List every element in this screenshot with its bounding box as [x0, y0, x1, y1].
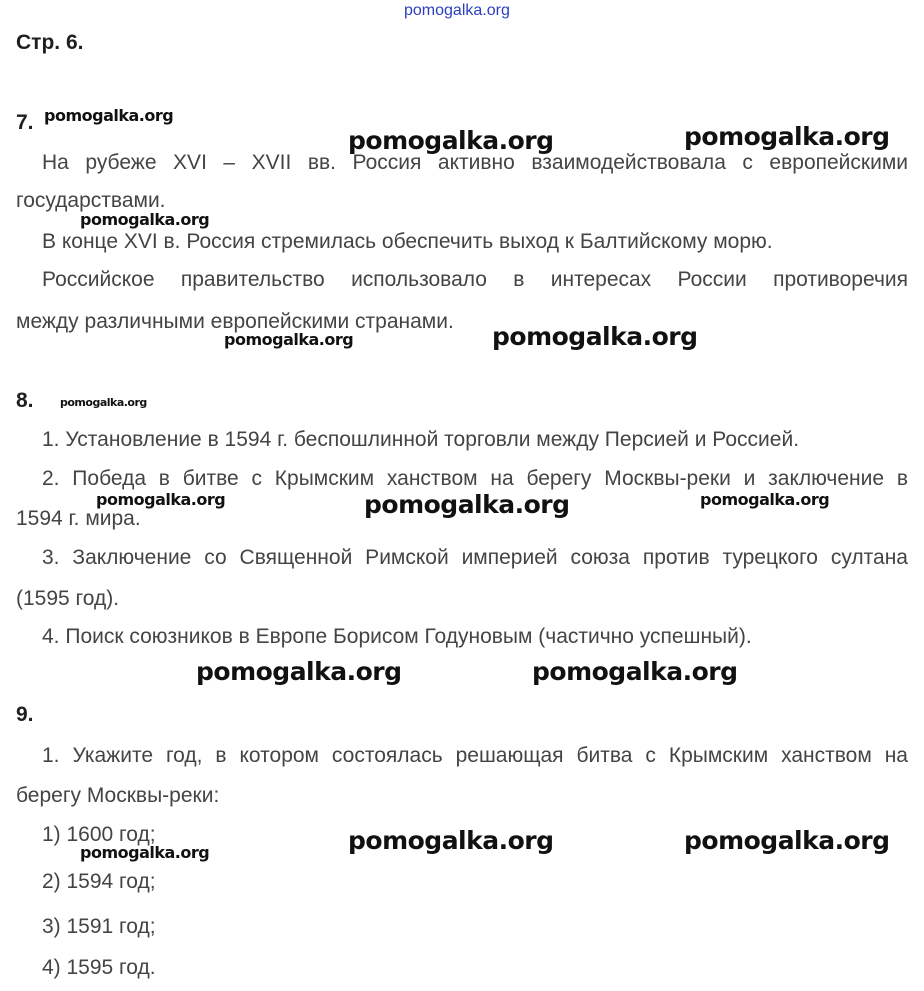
page-title: Стр. 6. — [16, 31, 84, 54]
section-7-line: В конце XVI в. Россия стремилась обеспечить выход к Балтийскому морю. — [42, 230, 773, 253]
watermark: pomogalka.org — [700, 490, 830, 509]
section-7-line: Российское правительство использовало в интересах России противоречия — [42, 268, 908, 291]
watermark: pomogalka.org — [80, 210, 210, 229]
section-8-line: 3. Заключение со Священной Римской империей союза против турецкого султана — [42, 546, 908, 569]
watermark: pomogalka.org — [364, 490, 570, 519]
section-7-line: На рубеже XVI – XVII вв. Россия активно взаимодействовала с европейскими — [42, 151, 908, 174]
watermark: pomogalka.org — [224, 330, 354, 349]
watermark: pomogalka.org — [80, 843, 210, 862]
section-7-number: 7. — [16, 111, 34, 134]
section-9-line: 1. Укажите год, в котором состоялась решающая битва с Крымским ханством на — [42, 744, 908, 767]
watermark: pomogalka.org — [196, 657, 402, 686]
watermark: pomogalka.org — [348, 126, 554, 155]
section-9-line: берегу Москвы-реки: — [16, 784, 220, 807]
section-7-line: между различными европейскими странами. — [16, 310, 454, 333]
watermark: pomogalka.org — [532, 657, 738, 686]
section-9-option: 2) 1594 год; — [42, 870, 156, 893]
section-9-option: 1) 1600 год; — [42, 823, 156, 846]
section-9-option: 4) 1595 год. — [42, 956, 156, 979]
section-9-number: 9. — [16, 703, 34, 726]
section-8-number: 8. — [16, 389, 34, 412]
section-9-option: 3) 1591 год; — [42, 915, 156, 938]
watermark: pomogalka.org — [684, 826, 890, 855]
section-8-line: 2. Победа в битве с Крымским ханством на берегу Москвы-реки и заключение в — [42, 467, 908, 490]
watermark: pomogalka.org — [348, 826, 554, 855]
section-8-line: (1595 год). — [16, 587, 120, 610]
section-7-line: государствами. — [16, 189, 166, 212]
watermark: pomogalka.org — [44, 106, 174, 125]
section-8-line: 4. Поиск союзников в Европе Борисом Годуновым (частично успешный). — [42, 625, 752, 648]
watermark: pomogalka.org — [684, 122, 890, 151]
watermark-top: pomogalka.org — [404, 2, 510, 19]
section-8-line: 1594 г. мира. — [16, 507, 141, 530]
section-8-line: 1. Установление в 1594 г. беспошлинной торговли между Персией и Россией. — [42, 428, 800, 451]
watermark: pomogalka.org — [492, 322, 698, 351]
watermark: pomogalka.org — [96, 490, 226, 509]
watermark: pomogalka.org — [60, 396, 147, 409]
